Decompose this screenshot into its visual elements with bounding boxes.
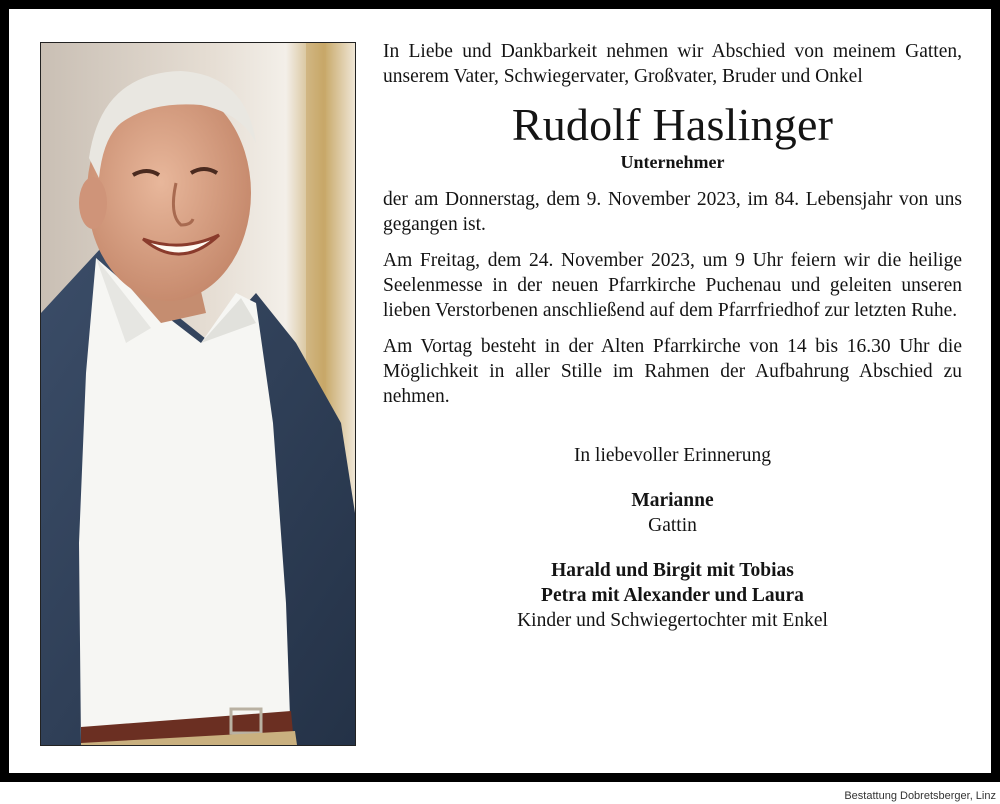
intro-text: In Liebe und Dankbarkeit nehmen wir Abschied von meinem Gatten, unserem Vater, Schwiegervater, Großvater, Bruder und Onkel <box>383 41 962 87</box>
spouse-role: Gattin <box>648 515 697 536</box>
remembrance-line: In liebevoller Erinnerung <box>573 445 772 466</box>
deceased-profession: Unternehmer <box>620 152 725 172</box>
deceased-name: Rudolf Haslinger <box>511 99 834 150</box>
notice-panel <box>9 9 991 773</box>
viewing-text: Am Vortag besteht in der Alten Pfarrkirche von 14 bis 16.30 Uhr die Möglichkeit in aller Stille im Rahmen der Aufbahrung Abschied zu nehmen. <box>383 336 962 407</box>
family-line-1: Harald und Birgit mit Tobias <box>551 560 794 581</box>
text-column <box>383 39 962 633</box>
funeral-text: Am Freitag, dem 24. November 2023, um 9 Uhr feiern wir die heilige Seelenmesse in der neuen Pfarrkirche Puchenau und geleiten unseren lieben Verstorbenen anschließend auf dem Pfarrfriedhof zur letzten Ruhe. <box>383 250 962 321</box>
family-role: Kinder und Schwiegertochter mit Enkel <box>517 610 828 631</box>
death-date-text: der am Donnerstag, dem 9. November 2023, im 84. Lebensjahr von uns gegangen ist. <box>383 189 962 235</box>
family-line-2: Petra mit Alexander und Laura <box>541 585 804 606</box>
portrait-photo <box>40 42 356 746</box>
funeral-home-credit: Bestattung Dobretsberger, Linz <box>844 790 996 802</box>
spouse-name: Marianne <box>631 490 714 511</box>
